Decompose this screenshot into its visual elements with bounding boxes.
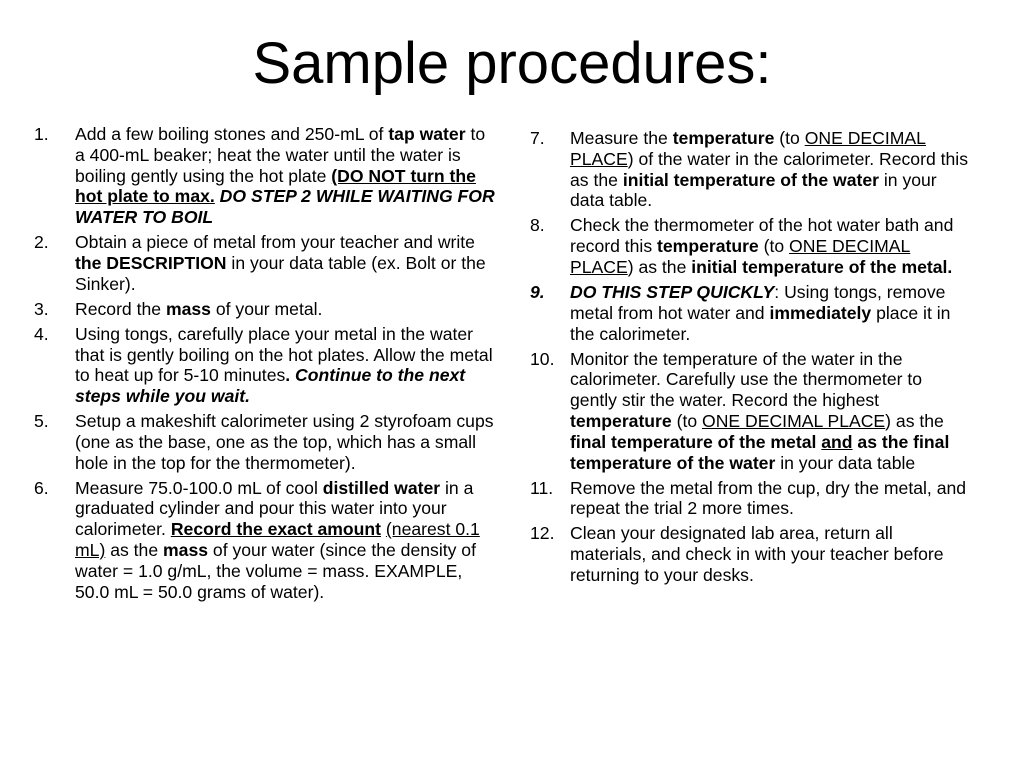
step-text: Check the thermometer of the hot water bath and record this [570, 215, 954, 257]
procedure-step [34, 478, 498, 603]
step-text: Monitor the temperature of the water in the calorimeter. Carefully use the thermometer to gently stir the water. Record the highest [570, 348, 923, 411]
step-text: final temperature of the metal [570, 431, 822, 452]
procedure-step [34, 299, 498, 320]
procedure-step [34, 324, 498, 407]
step-text: as the [105, 540, 164, 561]
step-text: temperature [672, 128, 775, 148]
procedure-step [530, 128, 970, 211]
step-text: temperature [570, 410, 672, 431]
step-number: 3. [34, 298, 49, 319]
step-number: 11. [530, 477, 554, 498]
procedure-step [530, 349, 970, 474]
step-text: distilled water [322, 477, 441, 498]
slide-title: Sample procedures: [252, 31, 772, 96]
step-text: initial temperature of the metal. [691, 256, 953, 277]
procedure-step [530, 478, 970, 520]
step-text: tap water [388, 124, 466, 144]
step-text: as the final temperature of the water [570, 431, 950, 473]
step-text: ONE DECIMAL PLACE [570, 236, 911, 277]
step-text: Record the [75, 298, 166, 319]
step-text: in your data table. [570, 169, 937, 211]
step-number: 6. [34, 477, 49, 498]
step-text: to a 400-mL beaker; heat the water until the water is boiling gently using the hot plate [75, 124, 486, 186]
procedure-list-right [530, 128, 970, 590]
step-text: ONE DECIMAL PLACE [702, 410, 886, 431]
step-text: : Using tongs, remove metal from hot water and [570, 281, 946, 323]
step-text: (to [774, 128, 805, 148]
step-text: Continue to the next steps while you wait. [75, 365, 466, 407]
step-text: of your water (since the density of water = 1.0 g/mL, the volume = mass. EXAMPLE, 50.0 mL = 50.0 grams of water). [75, 540, 476, 602]
step-text: in a graduated cylinder and pour this water into your calorimeter. [75, 477, 474, 540]
step-text: and [821, 431, 853, 452]
step-text: DO STEP 2 WHILE WAITING FOR WATER TO BOIL [75, 186, 495, 228]
step-number: 12. [530, 523, 555, 544]
step-text: mass [165, 298, 211, 319]
procedure-step [530, 282, 970, 344]
step-text: (to [758, 236, 790, 257]
step-number: 8. [530, 215, 545, 236]
step-number: 4. [34, 323, 49, 344]
step-text: place it in the calorimeter. [570, 302, 951, 344]
step-text: Clean your designated lab area, return all materials, and check in with your teacher before returning to your desks. [570, 523, 944, 585]
step-text: initial temperature of the water [622, 169, 879, 190]
step-text: ) as the [885, 410, 944, 431]
procedure-step [34, 124, 498, 228]
step-text: (DO NOT turn the hot plate to max. [75, 165, 476, 207]
procedure-step [530, 523, 970, 585]
step-text: (to [671, 410, 703, 431]
procedure-step [34, 411, 498, 473]
step-text: temperature [657, 236, 759, 257]
step-text: Add a few boiling stones and 250-mL of [75, 124, 389, 144]
step-number: 10. [530, 348, 555, 369]
step-text: Record the exact amount [170, 519, 382, 540]
step-text: Remove the metal from the cup, dry the metal, and repeat the trial 2 more times. [570, 477, 967, 519]
step-number: 1. [34, 124, 49, 144]
step-text: of your metal. [210, 298, 323, 319]
step-text: Using tongs, carefully place your metal in the water that is gently boiling on the hot plates. Allow the metal to heat up for 5-10 minutes [75, 323, 493, 386]
step-text: mass [163, 540, 209, 561]
step-number: 2. [34, 232, 49, 253]
step-text: Setup a makeshift calorimeter using 2 styrofoam cups (one as the base, one as the top, which has a small hole in the top for the thermometer). [75, 411, 494, 473]
step-number: 7. [530, 128, 545, 148]
step-text: (nearest 0.1 mL) [75, 519, 480, 561]
step-text: in your data table (ex. Bolt or the Sinker). [75, 252, 486, 294]
step-text: ) as the [627, 256, 692, 277]
procedure-list-left [34, 124, 498, 607]
step-text: . [285, 365, 291, 386]
procedure-step [530, 215, 970, 277]
step-text: immediately [769, 302, 872, 323]
step-text: Measure the [570, 128, 673, 148]
step-text: ONE DECIMAL PLACE [570, 128, 926, 169]
step-text: the DESCRIPTION [75, 252, 227, 273]
procedure-step [34, 232, 498, 294]
step-text: in your data table [775, 452, 916, 473]
step-number: 9. [530, 281, 545, 302]
step-text: DO THIS STEP QUICKLY [570, 281, 775, 302]
step-number: 5. [34, 411, 49, 432]
step-text: Measure 75.0-100.0 mL of cool [75, 477, 323, 498]
step-text: ) of the water in the calorimeter. Record this as the [570, 148, 968, 190]
step-text: Obtain a piece of metal from your teacher and write [75, 232, 475, 253]
